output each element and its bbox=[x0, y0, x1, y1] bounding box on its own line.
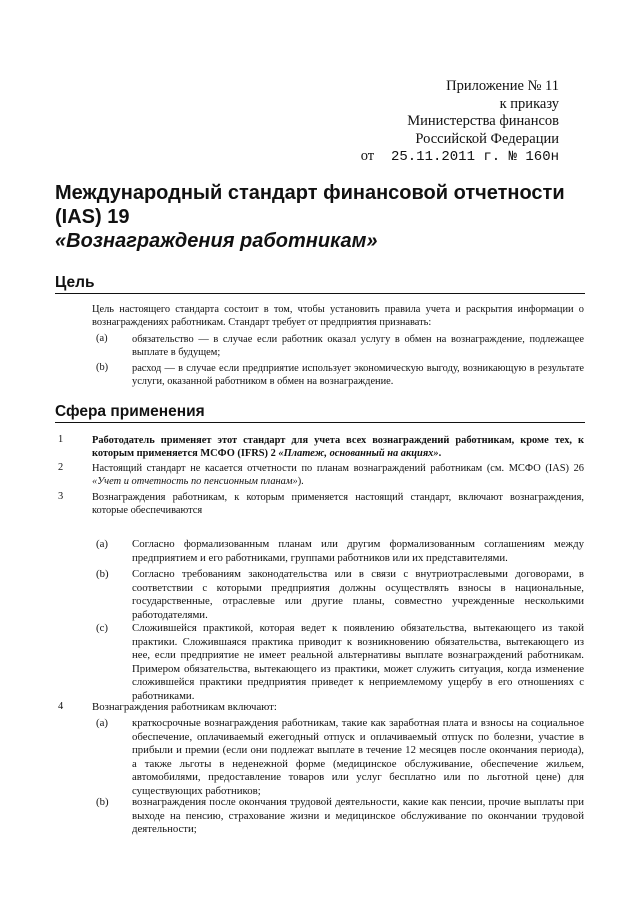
paragraph-1-end: . bbox=[438, 448, 442, 459]
list-label: (a) bbox=[96, 717, 108, 729]
objective-intro: Цель настоящего стандарта состоит в том, чтобы установить правила учета и раскрытия информации о вознаграждениях работникам. Стандарт требует от предприятия признавать: bbox=[92, 304, 584, 328]
paragraph-number: 3 bbox=[58, 491, 64, 502]
list-item-text: вознаграждения после окончания трудовой деятельности, какие как пенсии, прочие выплаты при выходе на пенсию, страхование жизни и медицинское обслуживание по окончании трудовой деятельности; bbox=[132, 796, 584, 836]
paragraph-3: Вознаграждения работникам, к которым применяется настоящий стандарт, включают вознаграждения, которые обеспечиваются bbox=[92, 492, 584, 516]
document-title bbox=[55, 181, 595, 253]
section-heading-objective: Цель bbox=[55, 274, 585, 294]
paragraph-2 bbox=[92, 462, 584, 488]
title-line: (IAS) 19 bbox=[55, 206, 130, 228]
paragraph-2-text: Настоящий стандарт не касается отчетности по планам вознаграждений работникам (см. МСФО (IAS) 26 bbox=[92, 463, 584, 474]
list-item-text: краткосрочные вознаграждения работникам, такие как заработная плата и взносы на социальное обеспечение, оплачиваемый ежегодный отпуск и оплачиваемый отпуск по болезни, участие в прибыли и премии (если они подлежат выплате в течение 12 месяцев после окончания периода), а также льготы в неденежной форме (медицинское обслуживание, обеспечение жильем, автомобилями, предоставление товаров или услуг бесплатно или по льготной цене) для существующих работников; bbox=[132, 717, 584, 797]
appendix-header bbox=[361, 78, 559, 167]
list-item-text: Согласно формализованным планам или другим формализованным соглашениям между предприятием и его работниками, группами работников или их представителями. bbox=[132, 538, 584, 564]
title-line: Международный стандарт финансовой отчетности bbox=[55, 182, 565, 204]
paragraph-number: 1 bbox=[58, 434, 64, 445]
list-item-text: Сложившейся практикой, которая ведет к появлению обязательства, вытекающего из такой практики. Сложившаяся практика приводит к возникновению обязательства, вытекающего из нее, если предприятие не имеет реальной альтернативы выплате вознаграждений работникам. Примером обязательства, вытекающего из практики, может служить ситуация, когда изменение сложившейся практики предприятия приведет к неприемлемому ущербу в его отношениях с работниками. bbox=[132, 622, 584, 702]
list-item-text: расход — в случае если предприятие использует экономическую выгоду, возникающую в результате услуги, оказанной работником в обмен на вознаграждение. bbox=[132, 363, 584, 387]
appendix-line: Министерства финансов bbox=[407, 113, 559, 129]
section-heading-scope: Сфера применения bbox=[55, 403, 585, 423]
list-label: (a) bbox=[96, 538, 108, 550]
paragraph-1 bbox=[92, 434, 584, 460]
appendix-line: к приказу bbox=[499, 95, 559, 112]
list-label: (a) bbox=[96, 333, 108, 344]
date-prefix: от bbox=[360, 148, 375, 164]
paragraph-2-end: ). bbox=[297, 476, 304, 487]
appendix-date bbox=[361, 148, 559, 167]
list-item-text: Согласно требованиям законодательства или в связи с внутриотраслевыми договорами, в соответствии с которыми предприятия должны осуществлять взносы в национальные, государственные, отраслевые или другие планы, совместно учрежденные несколькими работодателями. bbox=[132, 568, 584, 621]
title-subtitle: «Вознаграждения работникам» bbox=[55, 230, 378, 252]
list-label: (c) bbox=[96, 622, 108, 634]
paragraph-1-ref: «Платеж, основанный на акциях» bbox=[278, 448, 439, 459]
date-value: 25.11.2011 г. № 160н bbox=[390, 149, 559, 165]
paragraph-4: Вознаграждения работникам включают: bbox=[92, 701, 277, 713]
appendix-line: Приложение № 11 bbox=[446, 78, 559, 94]
paragraph-1-text: Работодатель применяет этот стандарт для учета всех вознаграждений работникам, кроме тех, к которым применяется МСФО (IFRS) 2 bbox=[92, 435, 584, 459]
paragraph-2-ref: «Учет и отчетность по пенсионным планам» bbox=[92, 476, 298, 487]
list-label: (b) bbox=[96, 568, 109, 580]
paragraph-number: 4 bbox=[58, 701, 64, 712]
list-label: (b) bbox=[96, 362, 109, 373]
list-item-text: обязательство — в случае если работник оказал услугу в обмен на вознаграждение, подлежащее выплате в будущем; bbox=[132, 334, 584, 358]
appendix-line: Российской Федерации bbox=[415, 130, 559, 147]
paragraph-number: 2 bbox=[58, 462, 64, 473]
list-label: (b) bbox=[96, 796, 109, 808]
